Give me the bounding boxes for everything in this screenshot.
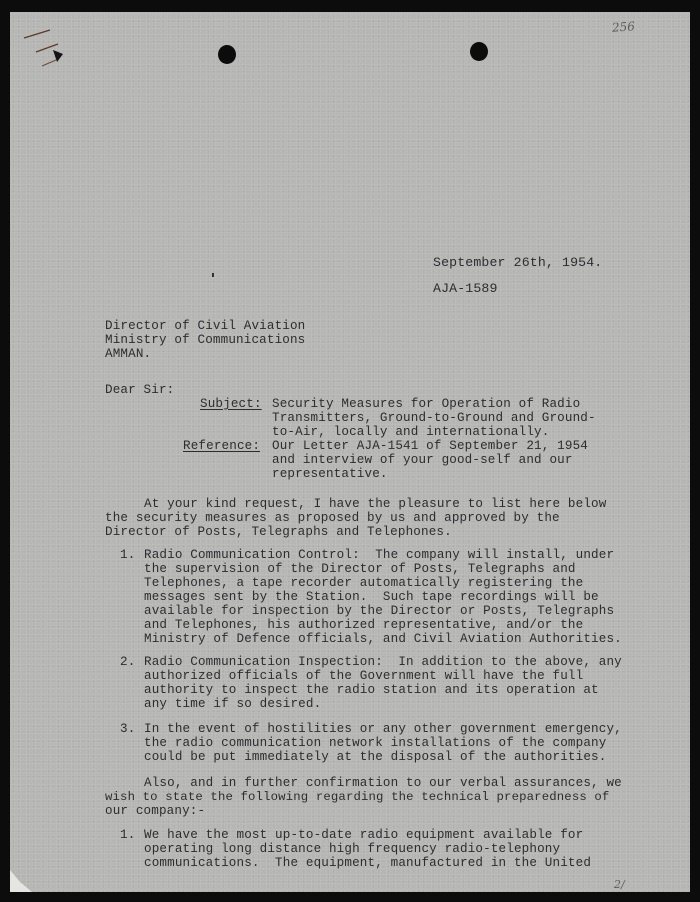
item-line: Ministry of Defence officials, and Civil Aviation Authorities.	[144, 632, 622, 646]
letter-page	[10, 12, 690, 892]
letter-date: September 26th, 1954.	[433, 255, 603, 270]
item-line: Telephones, a tape recorder automatically registering the	[144, 576, 584, 590]
reference-line: representative.	[272, 467, 388, 481]
addressee-line: Director of Civil Aviation	[105, 319, 306, 333]
item-line: any time if so desired.	[144, 697, 322, 711]
item-line: communications. The equipment, manufactured in the United	[144, 856, 592, 870]
addressee-line: Ministry of Communications	[105, 333, 306, 347]
item-line: available for inspection by the Director or Posts, Telegraphs	[144, 604, 615, 618]
ink-speck	[212, 273, 214, 277]
item-line: and Telephones, his authorized representative, and/or the	[144, 618, 584, 632]
item-line: messages sent by the Station. Such tape recordings will be	[144, 590, 599, 604]
item-line: operating long distance high frequency radio-telephony	[144, 842, 561, 856]
item-line: authority to inspect the radio station and its operation at	[144, 683, 599, 697]
punch-hole-right	[470, 42, 488, 61]
reference-code: AJA-1589	[433, 281, 498, 296]
subject-label: Subject:	[200, 397, 262, 411]
reference-line: Our Letter AJA-1541 of September 21, 1954	[272, 439, 589, 453]
paragraph-line: the security measures as proposed by us and approved by the	[105, 511, 560, 525]
item-line: could be put immediately at the disposal of the authorities.	[144, 750, 607, 764]
item-line: the supervision of the Director of Posts, Telegraphs and	[144, 562, 576, 576]
paragraph-line: Director of Posts, Telegraphs and Telephones.	[105, 525, 452, 539]
item-number: 1.	[120, 828, 136, 842]
paragraph-line: our company:-	[105, 804, 206, 818]
paragraph-line: wish to state the following regarding the technical preparedness of	[105, 790, 610, 804]
item-line: We have the most up-to-date radio equipment available for	[144, 828, 584, 842]
addressee-line: AMMAN.	[105, 347, 152, 361]
torn-corner	[10, 852, 40, 892]
item-number: 1.	[120, 548, 136, 562]
reference-label: Reference:	[183, 439, 261, 453]
reference-line: and interview of your good-self and our	[272, 453, 573, 467]
salutation: Dear Sir:	[105, 383, 175, 397]
punch-hole-left	[218, 45, 236, 64]
item-number: 3.	[120, 722, 136, 736]
paragraph-line: Also, and in further confirmation to our verbal assurances, we	[144, 776, 622, 790]
continuation-mark: 2/	[614, 878, 625, 891]
item-line: Radio Communication Inspection: In addition to the above, any	[144, 655, 622, 669]
item-number: 2.	[120, 655, 136, 669]
subject-line: to-Air, locally and internationally.	[272, 425, 550, 439]
page-number-handwritten: 256	[611, 19, 636, 35]
item-line: the radio communication network installations of the company	[144, 736, 607, 750]
item-line: In the event of hostilities or any other government emergency,	[144, 722, 622, 736]
item-line: authorized officials of the Government will have the full	[144, 669, 584, 683]
staple-mark	[22, 26, 82, 76]
subject-line: Security Measures for Operation of Radio	[272, 397, 581, 411]
paragraph-line: At your kind request, I have the pleasure to list here below	[144, 497, 607, 511]
item-line: Radio Communication Control: The company will install, under	[144, 548, 615, 562]
subject-line: Transmitters, Ground-to-Ground and Ground-	[272, 411, 596, 425]
